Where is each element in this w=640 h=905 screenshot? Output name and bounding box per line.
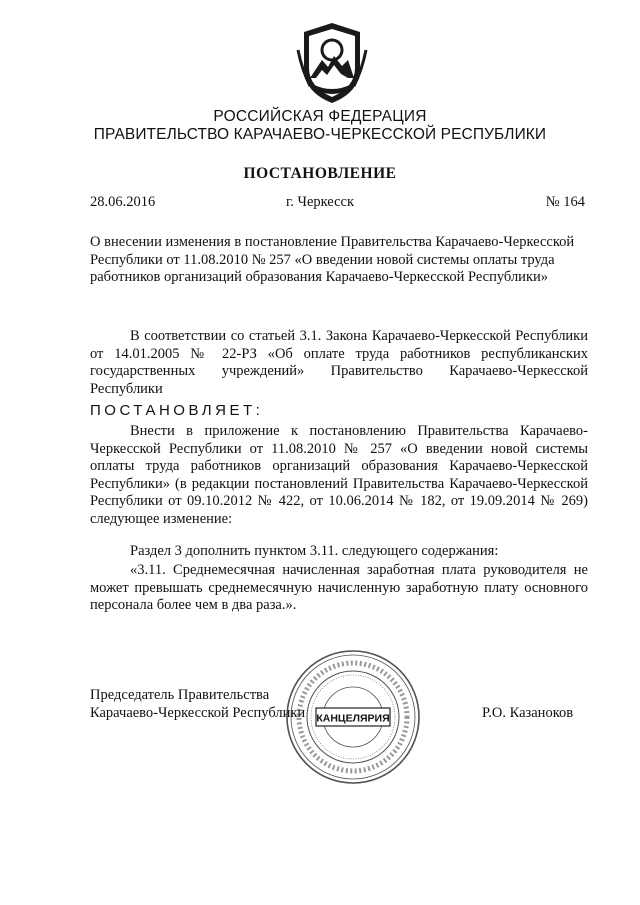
seal-center-label: КАНЦЕЛЯРИЯ	[316, 712, 390, 725]
signer-title-line-1: Председатель Правительства	[90, 687, 270, 703]
document-date: 28.06.2016	[90, 194, 156, 210]
body-paragraph-1: Внести в приложение к постановлению Правительства Карачаево-Черкесской Республики от 11.08.2010 № 257 «О введении новой системы оплаты труда работников организаций образования Карачаево-Черкесской Республики» (в редакции постановлений Правительства Карачаево-Черкесской Республики от 09.10.2012 № 422, от 10.06.2014 № 182, от 19.09.2014 № 269) следующее изменение:	[90, 423, 588, 527]
header-line-2: ПРАВИТЕЛЬСТВО КАРАЧАЕВО-ЧЕРКЕССКОЙ РЕСПУБЛИКИ	[93, 126, 547, 143]
document-subject: О внесении изменения в постановление Правительства Карачаево-Черкесской Республики от 11.08.2010 № 257 «О введении новой системы оплаты труда работников организаций образования Карачаево-Черкесской Республики»	[90, 234, 575, 285]
body-paragraph-3: «3.11. Среднемесячная начисленная заработная плата руководителя не может превышать среднемесячную начисленную заработную плату основного персонала более чем в два раза.».	[90, 562, 588, 613]
signer-name: Р.О. Казаноков	[482, 705, 574, 721]
document-city: г. Черкесск	[285, 194, 355, 210]
official-seal-stamp-icon	[284, 648, 422, 786]
header-line-1: РОССИЙСКАЯ ФЕДЕРАЦИЯ	[213, 108, 427, 125]
decree-heading: ПОСТАНОВЛЯЕТ:	[90, 402, 264, 419]
body-paragraph-2: Раздел 3 дополнить пунктом 3.11. следующего содержания:	[130, 543, 499, 559]
intro-paragraph: В соответствии со статьей 3.1. Закона Карачаево-Черкесской Республики от 14.01.2005 № 22-РЗ «Об оплате труда работников республиканских государственных учреждений» Правительство Карачаево-Черкесской Республики	[90, 328, 588, 397]
signer-title-line-2: Карачаево-Черкесской Республики	[90, 705, 306, 721]
document-number: № 164	[545, 194, 585, 210]
document-type-title: ПОСТАНОВЛЕНИЕ	[243, 165, 397, 182]
coat-of-arms-emblem-icon	[296, 20, 368, 106]
